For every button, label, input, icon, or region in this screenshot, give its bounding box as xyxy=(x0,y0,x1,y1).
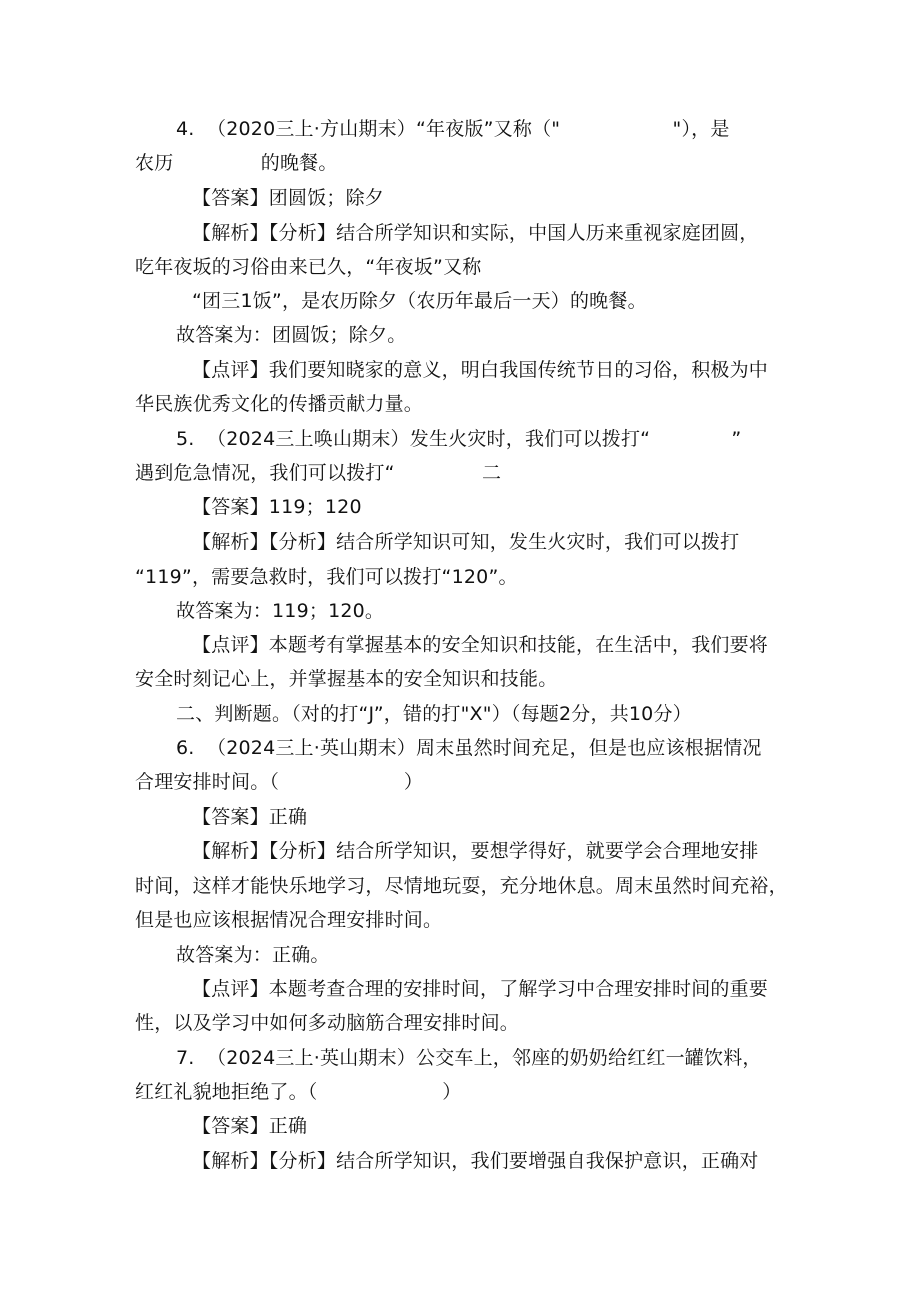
q4-comment-line-2: 华民族优秀文化的传播贡献力量。 xyxy=(135,393,424,415)
q6-conclusion: 故答案为：正确。 xyxy=(176,944,330,966)
q4-analysis-line-3: “团三1饭”，是农历除夕（农历年最后一天）的晚餐。 xyxy=(192,290,647,312)
q6-answer: 【答案】正确 xyxy=(192,806,308,828)
q6-comment-line-1: 【点评】本题考查合理的安排时间，了解学习中合理安排时间的重要 xyxy=(192,978,769,1000)
q7-stem-line-1: 7. （2024三上·英山期末）公交车上，邻座的奶奶给红红一罐饮料， xyxy=(176,1047,762,1069)
q6-analysis-line-3: 但是也应该根据情况合理安排时间。 xyxy=(135,909,443,931)
q7-stem-line-2: 红红礼貌地拒绝了。（ ） xyxy=(135,1081,462,1103)
q6-stem-line-1: 6. （2024三上·英山期末）周末虽然时间充足，但是也应该根据情况 xyxy=(176,737,762,759)
q4-stem-line-1: 4. （2020三上·方山期末）“年夜版”又称（" "），是 xyxy=(176,118,730,140)
q4-analysis-line-2: 吃年夜坂的习俗由来已久，“年夜坂”又称 xyxy=(135,256,482,278)
q5-stem-line-2: 遇到危急情况，我们可以拨打“ 二 xyxy=(135,462,502,484)
q5-analysis-line-1: 【解析】【分析】结合所学知识可知，发生火灾时，我们可以拨打 xyxy=(192,531,740,553)
q5-analysis-line-2: “119”，需要急救时，我们可以拨打“120”。 xyxy=(135,566,518,588)
q6-analysis-line-1: 【解析】【分析】结合所学知识，要想学得好，就要学会合理地安排 xyxy=(192,840,759,862)
q5-comment-line-2: 安全时刻记心上，并掌握基本的安全知识和技能。 xyxy=(135,668,558,690)
q6-comment-line-2: 性，以及学习中如何多动脑筋合理安排时间。 xyxy=(135,1012,520,1034)
q6-stem-line-2: 合理安排时间。（ ） xyxy=(135,771,424,793)
q5-comment-line-1: 【点评】本题考有掌握基本的安全知识和技能，在生活中，我们要将 xyxy=(192,634,769,656)
q4-answer: 【答案】团圆饭；除夕 xyxy=(192,187,385,209)
q5-answer: 【答案】119；120 xyxy=(192,496,362,518)
q5-stem-line-1: 5. （2024三上唤山期末）发生火灾时，我们可以拨打“ ” xyxy=(176,428,742,450)
q4-conclusion: 故答案为：团圆饭；除夕。 xyxy=(176,324,407,346)
q4-comment-line-1: 【点评】我们要知晓家的意义，明白我国传统节日的习俗，积极为中 xyxy=(192,359,769,381)
q4-analysis-line-1: 【解析】【分析】结合所学知识和实际，中国人历来重视家庭团圆， xyxy=(192,222,759,244)
section-2-heading: 二、判断题。（对的打“J”，错的打"X"）（每题2分，共10分） xyxy=(176,703,692,725)
q6-analysis-line-2: 时间，这样才能快乐地学习，尽情地玩耍，充分地休息。周末虽然时间充裕， xyxy=(135,875,788,897)
q7-analysis-line-1: 【解析】【分析】结合所学知识，我们要增强自我保护意识，正确对 xyxy=(192,1150,759,1172)
q4-stem-line-2: 农历 的晚餐。 xyxy=(135,152,338,174)
q5-conclusion: 故答案为：119；120。 xyxy=(176,600,385,622)
q7-answer: 【答案】正确 xyxy=(192,1115,308,1137)
